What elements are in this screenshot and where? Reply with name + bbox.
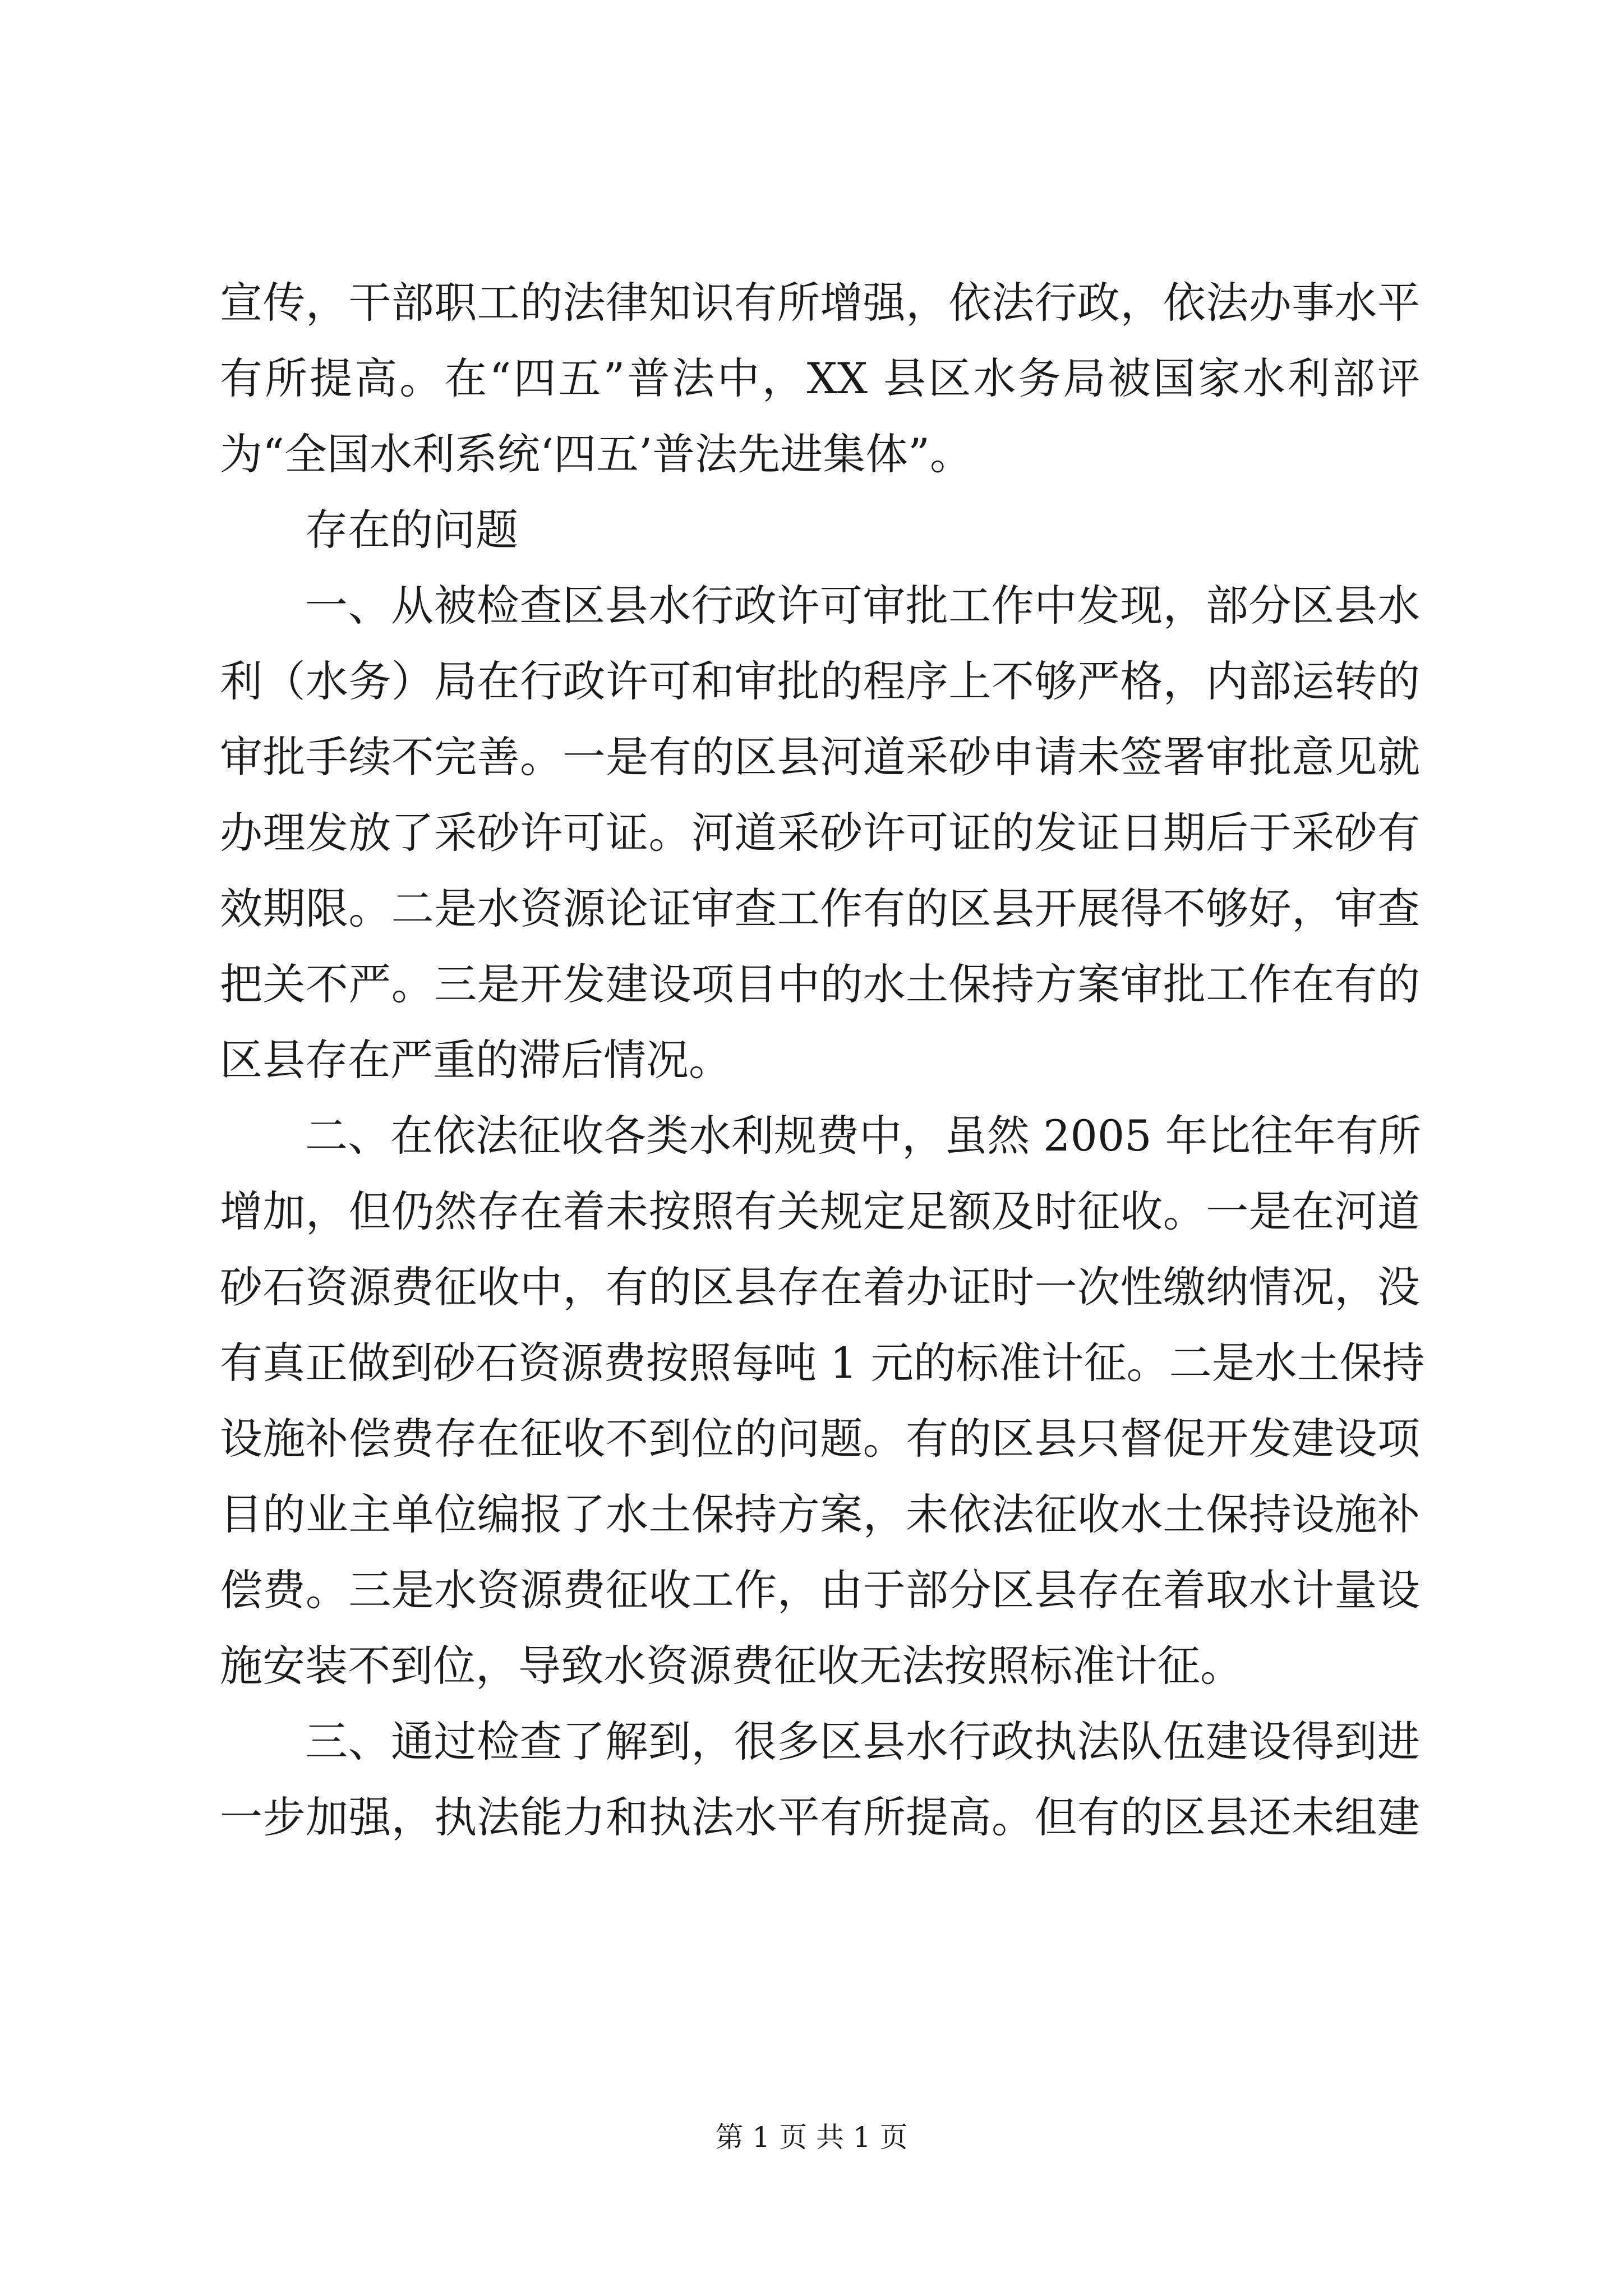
text-line: 一、从被检查区县水行政许可审批工作中发现，部分区县水 (305, 581, 1420, 631)
page-footer (0, 2120, 1623, 2154)
text-line: 区县存在严重的滞后情况。 (220, 1035, 731, 1085)
text-line: 办理发放了采砂许可证。河道采砂许可证的发证日期后于采砂有 (220, 808, 1420, 858)
text-line: 效期限。二是水资源论证审查工作有的区县开展得不够好，审查 (220, 884, 1420, 933)
text-line: 设施补偿费存在征收不到位的问题。有的区县只督促开发建设项 (220, 1414, 1420, 1464)
text-line: 把关不严。三是开发建设项目中的水土保持方案审批工作在有的 (220, 959, 1420, 1009)
text-line: 为“全国水利系统‘四五’普法先进集体”。 (220, 429, 973, 479)
text-line: 二、在依法征收各类水利规费中，虽然 2005 年比往年有所 (305, 1111, 1421, 1161)
section-heading: 存在的问题 (305, 505, 518, 555)
text-line: 有真正做到砂石资源费按照每吨 1 元的标准计征。二是水土保持 (220, 1338, 1425, 1388)
text-line: 增加，但仍然存在着未按照有关规定足额及时征收。一是在河道 (220, 1186, 1420, 1236)
text-line: 偿费。三是水资源费征收工作，由于部分区县存在着取水计量设 (220, 1565, 1420, 1615)
text-line: 砂石资源费征收中，有的区县存在着办证时一次性缴纳情况，没 (220, 1262, 1420, 1312)
text-line: 一步加强，执法能力和执法水平有所提高。但有的区县还未组建 (220, 1792, 1420, 1842)
document-body (220, 265, 1425, 1855)
text-line: 三、通过检查了解到，很多区县水行政执法队伍建设得到进 (305, 1717, 1420, 1766)
page-number-label: 第 1 页 共 1 页 (715, 2121, 908, 2154)
text-line: 有所提高。在“四五”普法中，XX 县区水务局被国家水利部评 (220, 353, 1420, 403)
text-line: 目的业主单位编报了水土保持方案，未依法征收水土保持设施补 (220, 1489, 1420, 1539)
text-line: 利（水务）局在行政许可和审批的程序上不够严格，内部运转的 (220, 656, 1420, 706)
text-line: 宣传，干部职工的法律知识有所增强，依法行政，依法办事水平 (220, 278, 1420, 328)
text-line: 施安装不到位，导致水资源费征收无法按照标准计征。 (220, 1641, 1243, 1691)
text-line: 审批手续不完善。一是有的区县河道采砂申请未签署审批意见就 (220, 732, 1420, 782)
